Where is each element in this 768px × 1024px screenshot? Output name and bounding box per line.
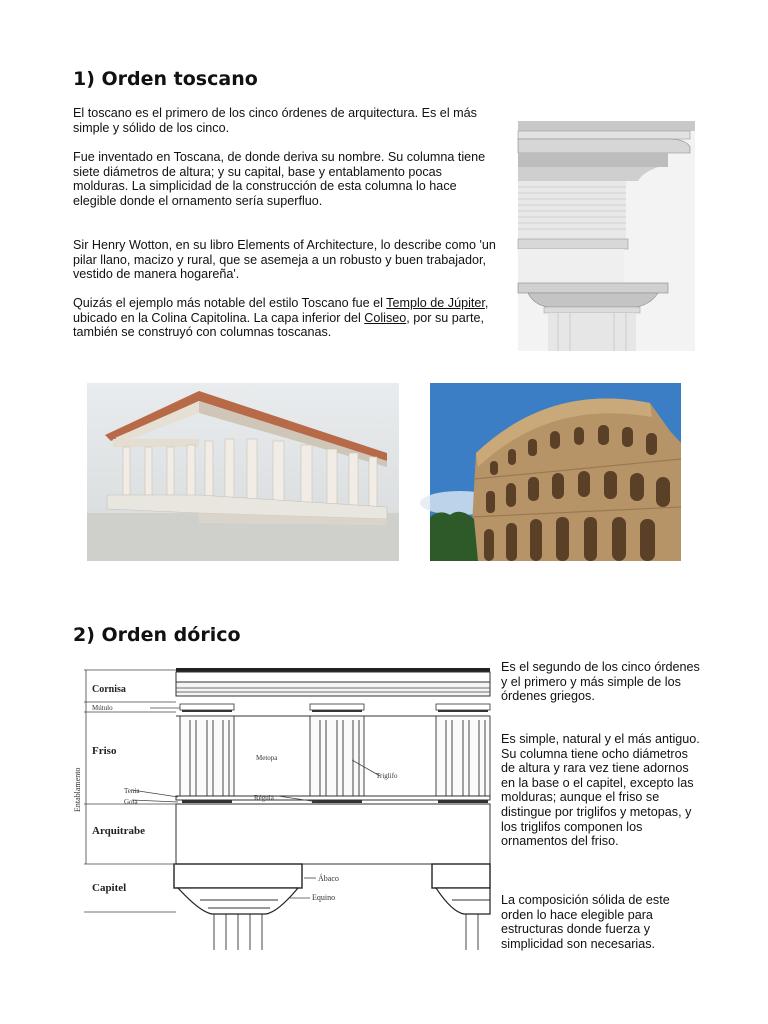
link-coliseo[interactable]: Coliseo <box>364 310 407 325</box>
doric-order-diagram <box>73 664 490 950</box>
section-title-toscano: 1) Orden toscano <box>73 68 258 90</box>
coliseo-image <box>430 383 681 561</box>
link-templo-jupiter[interactable]: Templo de Júpiter <box>386 296 485 310</box>
p4-text-pre: Quizás el ejemplo más notable del estilo Toscano fue el <box>73 296 387 310</box>
p4-text-mid: , ubicado en la Colina Capitolina. La capa inferior del <box>73 296 489 325</box>
p4-text-post: , por su parte, también se construyó con columnas toscanas. <box>73 310 484 340</box>
templo-jupiter-image <box>87 383 399 561</box>
label-entablamento: Entablamento <box>73 767 82 812</box>
label-capitel: Capitel <box>92 882 127 894</box>
toscano-paragraph-2: Fue inventado en Toscana, de donde deriva su nombre. Su columna tiene siete diámetros de altura; y su capital, base y entablamento pocas molduras. La simplicidad de la construcción de esta columna lo hace elegible donde el ornamento sería superfluo. <box>73 150 486 208</box>
toscano-paragraph-4 <box>73 296 498 340</box>
toscano-paragraph-3: Sir Henry Wotton, en su libro Elements of Architecture, lo describe como 'un pilar llano, macizo y rural, que se asemeja a un robusto y buen trabajador, vestido de manera hogareña'. <box>73 238 496 282</box>
dorico-paragraph-1: Es el segundo de los cinco órdenes y el primero y más simple de los órdenes griegos. <box>501 660 700 704</box>
label-friso: Friso <box>92 745 117 757</box>
label-abaco: Ábaco <box>318 874 339 883</box>
tuscan-capital-engraving <box>518 121 695 351</box>
toscano-paragraph-1: El toscano es el primero de los cinco órdenes de arquitectura. Es el más simple y sólido de los cinco. <box>73 106 477 135</box>
label-mutulo: Mútulo <box>92 704 113 712</box>
label-metopa: Metopa <box>256 754 278 762</box>
label-gota: Gota <box>124 798 138 806</box>
dorico-paragraph-2: Es simple, natural y el más antiguo. Su columna tiene ocho diámetros de altura y rara vez tiene adornos en la base o el capitel, excepto las molduras; aunque el friso se distingue por triglifos y metopas, y los triglifos componen los ornamentos del friso. <box>501 732 700 849</box>
label-tenia: Tenia <box>124 787 140 795</box>
label-arquitrabe: Arquitrabe <box>92 825 145 837</box>
label-cornisa: Cornisa <box>92 684 126 695</box>
label-regula: Régula <box>254 794 274 802</box>
section-title-dorico: 2) Orden dórico <box>73 624 241 646</box>
label-triglifo: Triglifo <box>376 772 398 780</box>
label-equino: Equino <box>312 893 336 902</box>
dorico-paragraph-3: La composición sólida de este orden lo hace elegible para estructuras donde fuerza y simplicidad son necesarias. <box>501 893 670 951</box>
